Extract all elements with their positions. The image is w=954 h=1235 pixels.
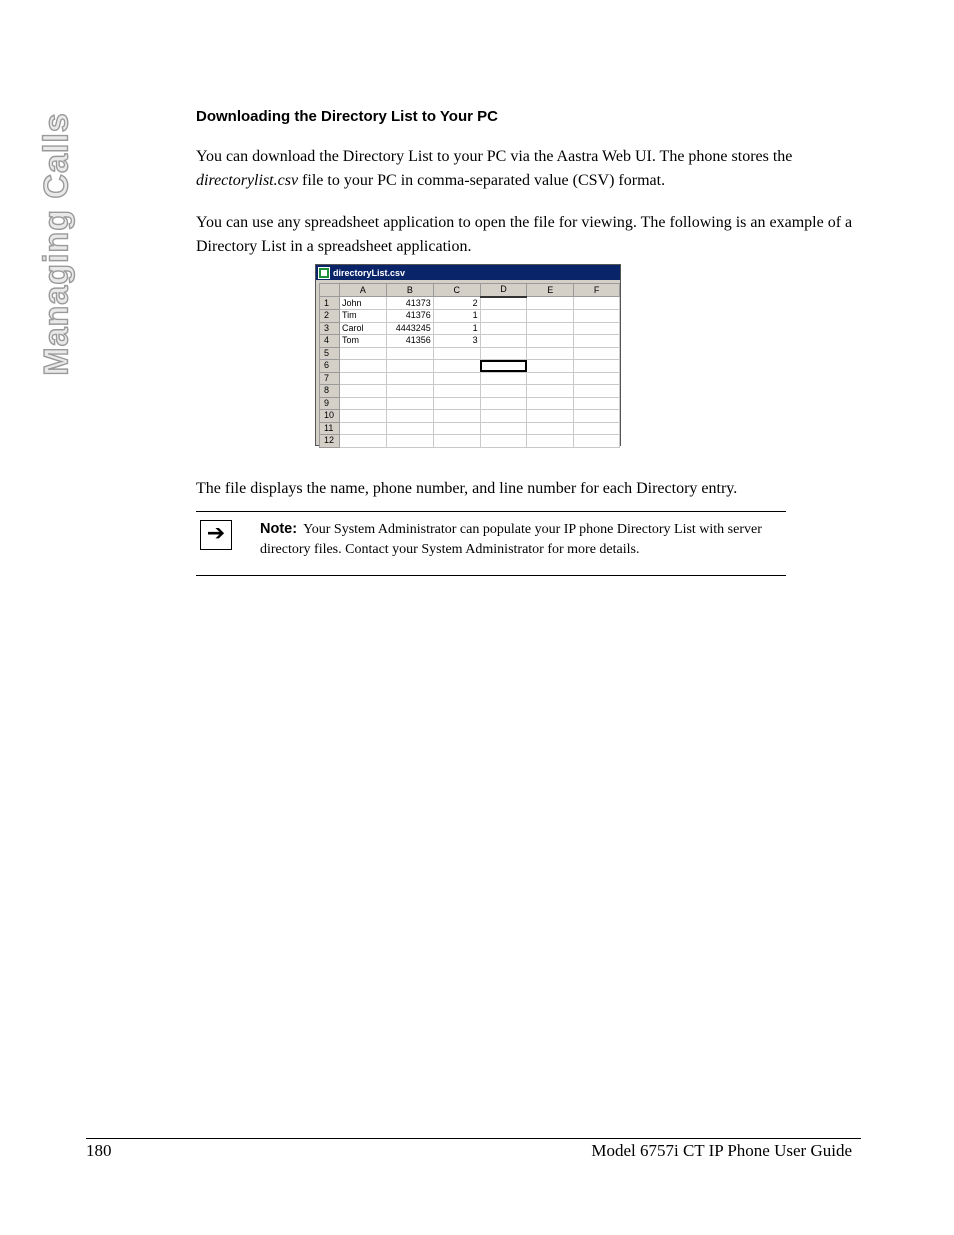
cell-empty: [433, 360, 480, 373]
cell-empty: [480, 322, 527, 335]
table-row: [320, 410, 620, 423]
cell-empty: [386, 372, 433, 385]
cell-empty: [339, 422, 386, 435]
chapter-side-title: [37, 110, 76, 378]
cell-empty: [527, 360, 574, 373]
row-header: 10: [320, 410, 340, 423]
cell-empty: [574, 410, 620, 423]
note-label: Note:: [260, 521, 298, 537]
table-row: [320, 297, 620, 310]
note-bottom-rule: [196, 575, 786, 576]
cell-empty: [386, 422, 433, 435]
cell-empty: [574, 422, 620, 435]
cell-line-number: 1: [433, 322, 480, 335]
chapter-side-title-text: Managing Calls: [37, 112, 76, 376]
cell-name: Tim: [339, 310, 386, 323]
note-text: Your System Administrator can populate your IP phone Directory List with server directory files. Contact your System Administrator for more details.: [260, 522, 762, 557]
row-header: 11: [320, 422, 340, 435]
cell-empty: [339, 410, 386, 423]
cell-empty: [433, 372, 480, 385]
cell-empty: [574, 435, 620, 448]
column-header-f: F: [574, 284, 620, 297]
spreadsheet-window-title: directoryList.csv: [333, 267, 406, 278]
cell-line-number: 3: [433, 335, 480, 348]
cell-empty: [339, 360, 386, 373]
row-header: 5: [320, 347, 340, 360]
cell-empty: [480, 397, 527, 410]
cell-empty: [480, 410, 527, 423]
spreadsheet-app-icon: [318, 267, 330, 279]
note-box: [260, 519, 785, 560]
spreadsheet-titlebar: [316, 265, 620, 280]
cell-empty: [480, 385, 527, 398]
cell-empty: [574, 397, 620, 410]
cell-empty: [527, 385, 574, 398]
cell-empty: [386, 360, 433, 373]
cell-empty: [574, 310, 620, 323]
cell-empty: [527, 297, 574, 310]
column-header-row: [320, 284, 620, 297]
table-row: [320, 372, 620, 385]
cell-empty: [574, 360, 620, 373]
cell-empty: [527, 410, 574, 423]
row-header: 3: [320, 322, 340, 335]
cell-empty: [339, 347, 386, 360]
cell-empty: [574, 297, 620, 310]
cell-empty: [574, 372, 620, 385]
cell-empty: [527, 310, 574, 323]
cell-empty: [527, 372, 574, 385]
table-row: [320, 310, 620, 323]
table-row: [320, 360, 620, 373]
row-header: 1: [320, 297, 340, 310]
cell-empty: [386, 347, 433, 360]
cell-empty: [433, 410, 480, 423]
cell-empty: [386, 397, 433, 410]
table-row: [320, 385, 620, 398]
cell-empty: [574, 347, 620, 360]
table-row: [320, 397, 620, 410]
cell-empty: [574, 335, 620, 348]
cell-empty: [339, 385, 386, 398]
cell-empty: [480, 422, 527, 435]
cell-empty: [480, 347, 527, 360]
cell-empty: [339, 397, 386, 410]
cell-empty: [527, 435, 574, 448]
guide-title: Model 6757i CT IP Phone User Guide: [591, 1141, 852, 1160]
cell-empty: [433, 422, 480, 435]
row-header: 12: [320, 435, 340, 448]
cell-empty: [433, 385, 480, 398]
table-row: [320, 347, 620, 360]
section-heading: Downloading the Directory List to Your PC: [196, 108, 498, 125]
cell-empty: [433, 435, 480, 448]
corner-cell: [320, 284, 340, 297]
row-header: 6: [320, 360, 340, 373]
cell-empty: [386, 435, 433, 448]
paragraph-spreadsheet-intro: You can use any spreadsheet application to open the file for viewing. The following is an example of a Directory List in a spreadsheet application.: [196, 214, 853, 255]
row-header: 9: [320, 397, 340, 410]
column-header-c: C: [433, 284, 480, 297]
cell-empty: [339, 435, 386, 448]
cell-empty: [480, 435, 527, 448]
cell-empty: [480, 372, 527, 385]
spreadsheet-screenshot: [315, 264, 621, 446]
cell-phone-number: 41373: [386, 297, 433, 310]
page-number: 180: [86, 1141, 112, 1160]
filename-text: directorylist.csv: [196, 172, 299, 189]
column-header-b: B: [386, 284, 433, 297]
cell-empty: [574, 385, 620, 398]
note-top-rule: [196, 511, 786, 512]
spreadsheet-grid: [319, 283, 620, 448]
cell-empty: [480, 335, 527, 348]
column-header-a: A: [339, 284, 386, 297]
table-row: [320, 422, 620, 435]
cell-empty: [339, 372, 386, 385]
cell-empty: [527, 397, 574, 410]
paragraph-text: You can download the Directory List to your PC via the Aastra Web UI. The phone stores the: [196, 148, 793, 165]
cell-empty: [386, 385, 433, 398]
cell-name: John: [339, 297, 386, 310]
cell-name: Tom: [339, 335, 386, 348]
cell-empty: [386, 410, 433, 423]
cell-empty: [433, 347, 480, 360]
column-header-e: E: [527, 284, 574, 297]
cell-empty: [527, 322, 574, 335]
table-row: [320, 335, 620, 348]
cell-empty: [527, 422, 574, 435]
column-header-d: D: [480, 284, 527, 297]
row-header: 8: [320, 385, 340, 398]
arrow-right-icon: ➔: [200, 520, 232, 550]
cell-empty: [527, 347, 574, 360]
row-header: 2: [320, 310, 340, 323]
paragraph-download-intro: [196, 145, 856, 193]
cell-empty: [433, 397, 480, 410]
cell-empty: [574, 322, 620, 335]
paragraph-text: file to your PC in comma-separated value (CSV) format.: [298, 172, 666, 189]
table-row: [320, 322, 620, 335]
selected-cell: [480, 360, 527, 373]
cell-empty: [480, 297, 527, 310]
cell-line-number: 1: [433, 310, 480, 323]
paragraph-file-description: The file displays the name, phone number, and line number for each Directory entry.: [196, 480, 738, 497]
cell-phone-number: 41376: [386, 310, 433, 323]
row-header: 4: [320, 335, 340, 348]
cell-name: Carol: [339, 322, 386, 335]
cell-empty: [527, 335, 574, 348]
cell-phone-number: 41356: [386, 335, 433, 348]
table-row: [320, 435, 620, 448]
cell-line-number: 2: [433, 297, 480, 310]
footer-rule: [86, 1138, 861, 1139]
cell-phone-number: 4443245: [386, 322, 433, 335]
cell-empty: [480, 310, 527, 323]
row-header: 7: [320, 372, 340, 385]
